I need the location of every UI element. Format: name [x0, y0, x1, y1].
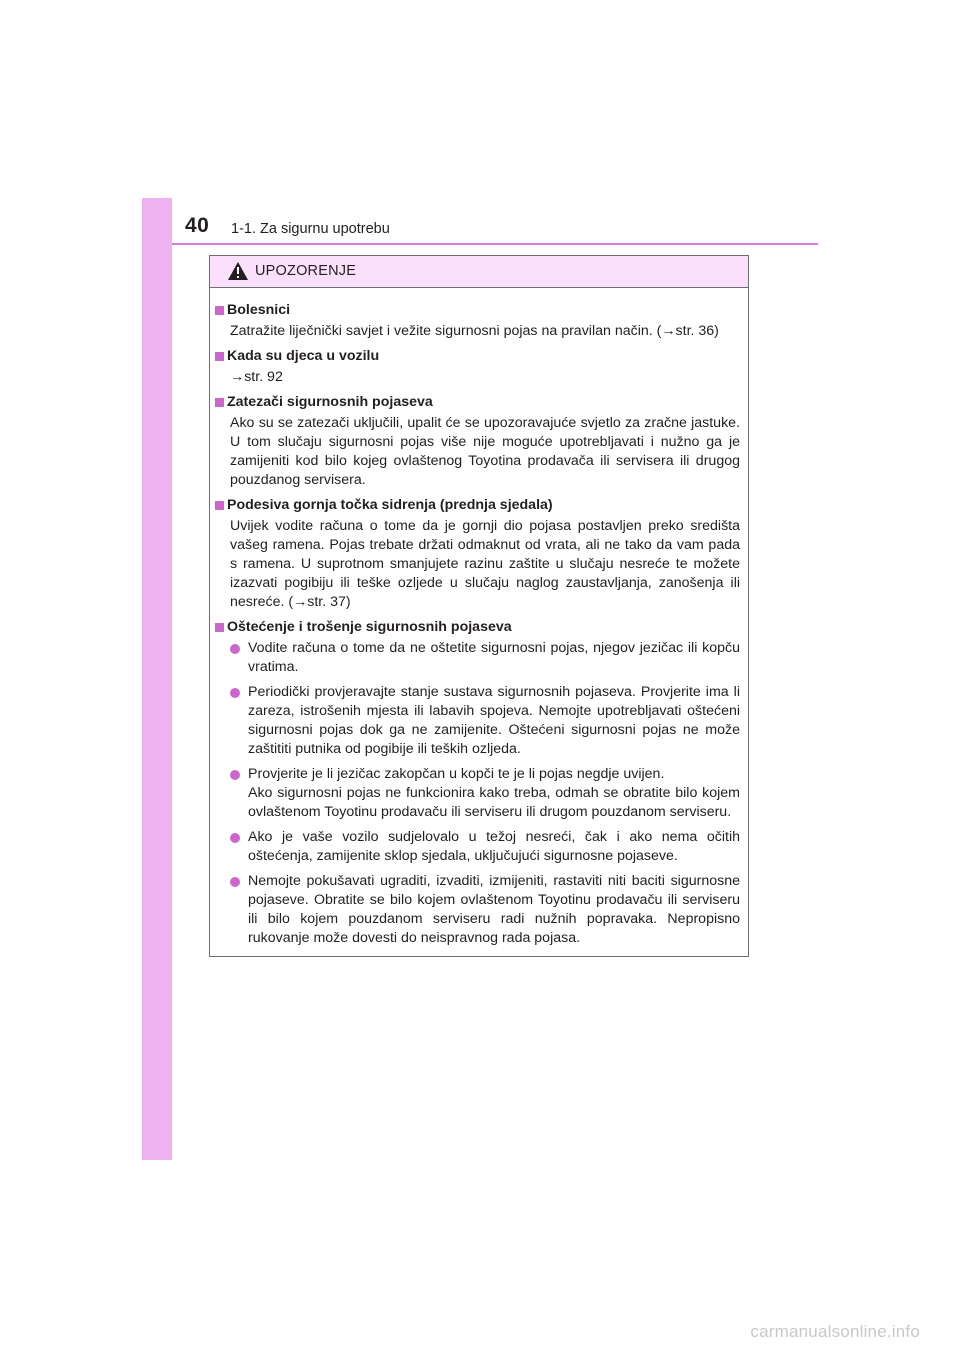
square-bullet-icon	[215, 398, 224, 407]
bullet-item: Provjerite je li jezičac zakopčan u kopči te je li pojas negdje uvijen. Ako sigurnosni pojas ne funkcionira kako treba, odmah se obratite bilo kojem ovlaštenom Toyotinu prodavaču ili serviseru ili drugom pouzdanom serviseru.	[230, 765, 740, 822]
section-title: 1-1. Za sigurnu upotrebu	[231, 221, 390, 237]
bullet-item: Periodički provjeravajte stanje sustava sigurnosnih pojaseva. Provjerite ima li zareza, istrošenih mjesta ili labavih spojeva. Nemojte upotrebljavati oštećeni sigurnosni pojas dok ga ne zamijenite. Oštećeni sigurnosni pojas ne može zaštititi putnika od pogibije ili teških ozljeda.	[230, 683, 740, 759]
header-divider	[172, 243, 818, 245]
round-bullet-icon	[230, 833, 240, 843]
warning-title: UPOZORENJE	[255, 263, 357, 279]
side-color-band	[142, 198, 172, 1160]
item-title: Oštećenje i trošenje sigurnosnih pojaseva	[215, 618, 740, 637]
bullet-item: Vodite računa o tome da ne oštetite sigurnosni pojas, njegov jezičac ili kopču vratima.	[230, 639, 740, 677]
item-title: Kada su djeca u vozilu	[215, 347, 740, 366]
watermark[interactable]: carmanualsonline.info	[750, 1322, 920, 1341]
bullet-item: Nemojte pokušavati ugraditi, izvaditi, izmijeniti, rastaviti niti baciti sigurnosne pojaseve. Obratite se bilo kojem ovlaštenom Toyotinu prodavaču ili serviseru ili bilo kojem pouzdanom serviseru radi nužnih popravaka. Nepropisno rukovanje može dovesti do neispravnog rada pojasa.	[230, 872, 740, 948]
warning-triangle-icon	[227, 261, 249, 281]
page-number: 40	[185, 214, 210, 237]
round-bullet-icon	[230, 877, 240, 887]
item-text: →str. 92	[230, 369, 283, 385]
round-bullet-icon	[230, 770, 240, 780]
bullet-list	[215, 639, 740, 948]
round-bullet-icon	[230, 688, 240, 698]
item-sidrenje	[215, 496, 740, 612]
square-bullet-icon	[215, 623, 224, 632]
square-bullet-icon	[215, 352, 224, 361]
item-bolesnici	[215, 301, 740, 341]
item-title: Bolesnici	[215, 301, 740, 320]
item-text: Ako su se zatezači uključili, upalit će se upozoravajuće svjetlo za zračne jastuke. U tom slučaju sigurnosni pojas više nije moguće upotrebljavati i nužno ga je zamijeniti kod bilo kojeg ovlaštenog Toyotina prodavača ili servisera ili drugog pouzdanog servisera.	[230, 415, 740, 488]
warning-box	[209, 255, 749, 957]
item-title: Podesiva gornja točka sidrenja (prednja sjedala)	[215, 496, 740, 515]
warning-body	[210, 288, 748, 948]
item-title: Zatezači sigurnosnih pojaseva	[215, 393, 740, 412]
square-bullet-icon	[215, 306, 224, 315]
item-text: Zatražite liječnički savjet i vežite sigurnosni pojas na pravilan način. (→str. 36)	[230, 323, 719, 339]
item-djeca	[215, 347, 740, 387]
warning-header	[210, 256, 748, 288]
round-bullet-icon	[230, 644, 240, 654]
item-text: Uvijek vodite računa o tome da je gornji dio pojasa postavljen preko središta vašeg ramena. Pojas trebate držati odmaknut od vrata, ali ne tako da vam pada s ramena. U suprotnom smanjujete razinu zaštite u slučaju nesreće te možete izazvati pogibiju ili teške ozljede u slučaju naglog zaustavljanja, zanošenja ili nesreće. (→str. 37)	[230, 518, 740, 610]
bullet-item: Ako je vaše vozilo sudjelovalo u težoj nesreći, čak i ako nema očitih oštećenja, zamijenite sklop sjedala, uključujući sigurnosne pojaseve.	[230, 828, 740, 866]
square-bullet-icon	[215, 501, 224, 510]
item-ostecenje	[215, 618, 740, 948]
item-zatezaci	[215, 393, 740, 490]
